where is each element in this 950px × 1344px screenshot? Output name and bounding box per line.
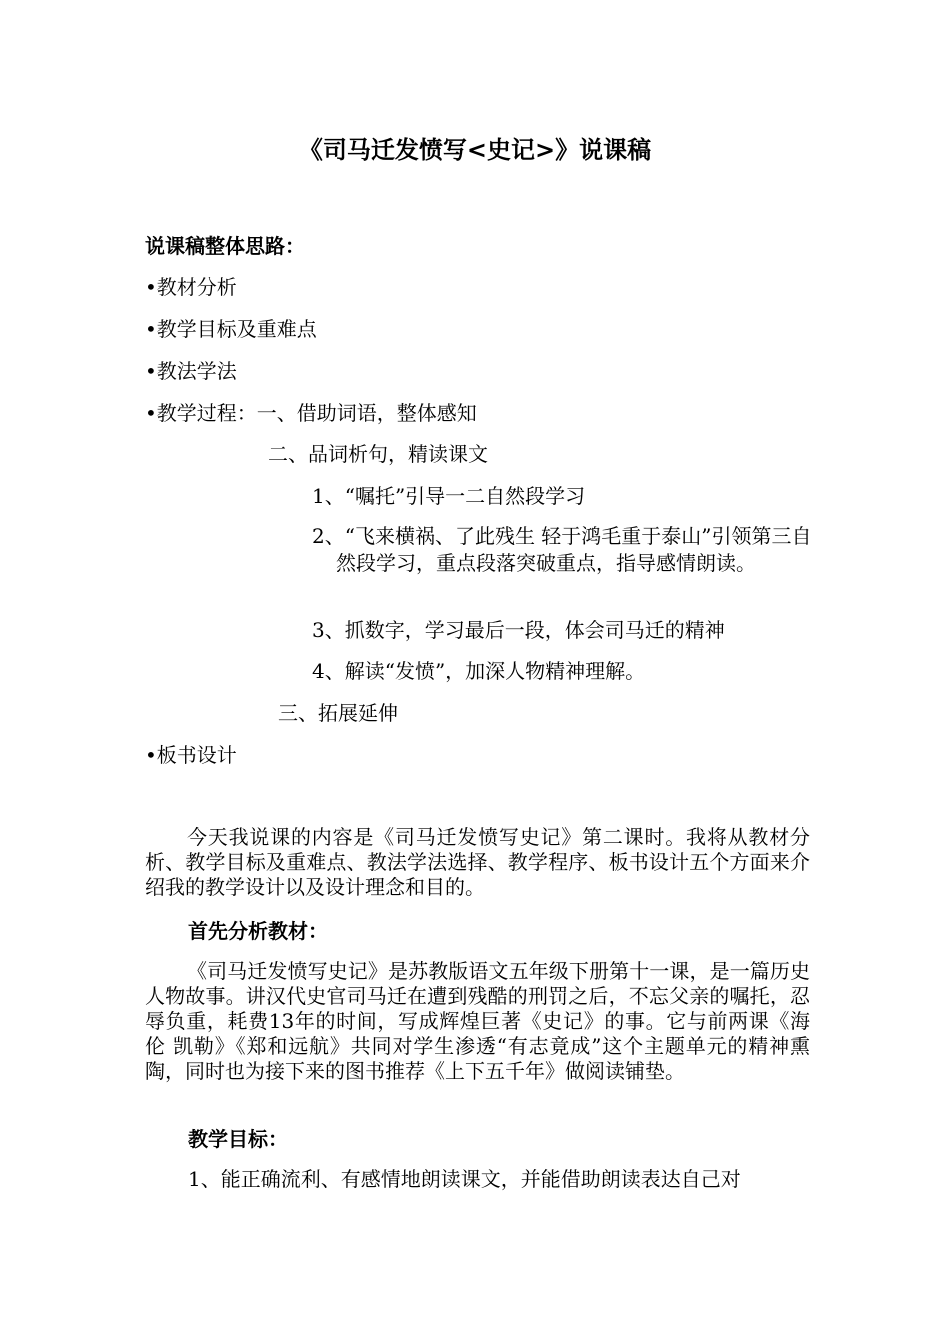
section-heading-goals: 教学目标： bbox=[188, 1127, 288, 1151]
material-paragraph: 《司马迁发愤写史记》是苏教版语文五年级下册第十一课，是一篇历史人物故事。讲汉代史官司马迁在遭到残酷的刑罚之后，不忘父亲的嘱托，忍辱负重，耗费13年的时间，写成辉煌巨著《史记》的事。它与前两课《海伦 凯勒》《郑和远航》共同对学生渗透“有志竟成”这个主题单元的精神熏陶，同时也为接下来的图书推荐《上下五千年》做阅读铺垫。 bbox=[145, 959, 810, 1083]
process-step-3: 三、拓展延伸 bbox=[278, 701, 398, 725]
section-heading-material: 首先分析教材： bbox=[188, 919, 328, 943]
outline-item: •教法学法 bbox=[145, 359, 237, 383]
process-step-2: 二、品词析句，精读课文 bbox=[268, 442, 488, 466]
process-sub-1: 1、“嘱托”引导一二自然段学习 bbox=[312, 484, 586, 508]
intro-paragraph: 今天我说课的内容是《司马迁发愤写史记》第二课时。我将从教材分析、教学目标及重难点、教法学法选择、教学程序、板书设计五个方面来介绍我的教学设计以及设计理念和目的。 bbox=[145, 825, 810, 899]
process-sub-2-text: 2、“飞来横祸、了此残生 轻于鸿毛重于泰山”引领第三自然段学习，重点段落突破重点，指导感情朗读。 bbox=[312, 524, 812, 575]
outline-item: •教材分析 bbox=[145, 275, 237, 299]
process-sub-2 bbox=[312, 523, 812, 577]
process-sub-4: 4、解读“发愤”，加深人物精神理解。 bbox=[312, 659, 646, 683]
document-title: 《司马迁发愤写<史记>》说课稿 bbox=[298, 136, 652, 164]
outline-item: •教学目标及重难点 bbox=[145, 317, 317, 341]
outline-item: •板书设计 bbox=[145, 743, 237, 767]
process-label: •教学过程：一、借助词语，整体感知 bbox=[145, 401, 477, 425]
outline-heading: 说课稿整体思路： bbox=[145, 234, 305, 258]
process-sub-3: 3、抓数字，学习最后一段，体会司马迁的精神 bbox=[312, 618, 725, 642]
goals-paragraph: 1、能正确流利、有感情地朗读课文，并能借助朗读表达自己对 bbox=[188, 1167, 741, 1191]
